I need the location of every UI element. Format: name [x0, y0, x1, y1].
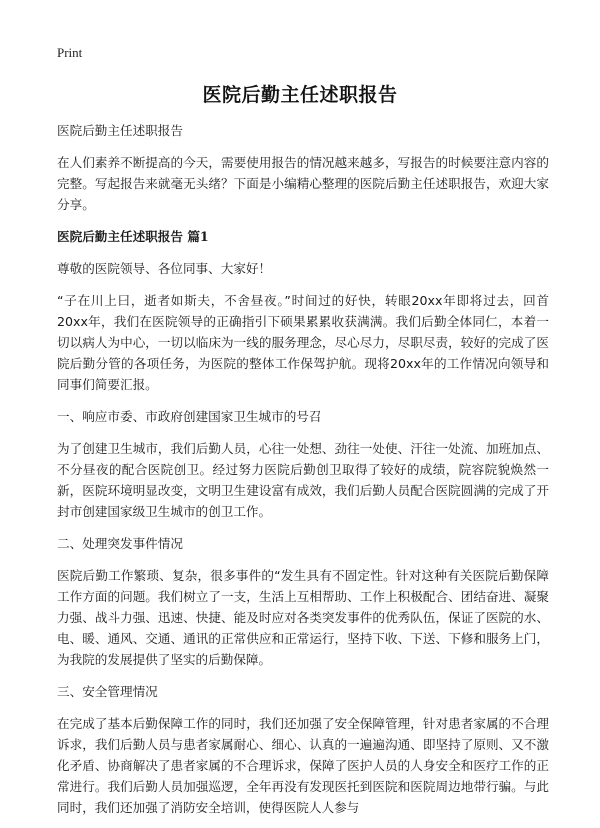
- body-paragraph-3: 医院后勤工作繁琐、复杂，很多事件的“发生具有不固定性。针对这种有关医院后勤保障工作方面的问题。我们树立了一支，生活上互相帮助、工作上积极配合、团结奋进、凝聚力强、战斗力强、迅速、快捷、能及时应对各类突发事件的优秀队伍，保证了医院的水、电、暖、通风、交通、通讯的正常供应和正常运行，坚持下收、下送、下修和服务上门，为我院的发展提供了坚实的后勤保障。: [57, 568, 549, 667]
- page-title: 医院后勤主任述职报告: [202, 84, 398, 106]
- document-body: [57, 120, 549, 828]
- intro-paragraph: 在人们素养不断提高的今天，需要使用报告的情况越来越多，写报告的时候要注意内容的完整。写起报告来就毫无头绪？下面是小编精心整理的医院后勤主任述职报告，欢迎大家分享。: [57, 155, 549, 212]
- greeting-paragraph: 尊敬的医院领导、各位同事、大家好！: [57, 261, 272, 276]
- document-subtitle: 医院后勤主任述职报告: [57, 123, 183, 138]
- section-heading: 医院后勤主任述职报告 篇1: [57, 229, 209, 244]
- body-paragraph-4: 在完成了基本后勤保障工作的同时，我们还加强了安全保障管理，针对患者家属的不合理诉求，我们后勤人员与患者家属耐心、细心、认真的一遍遍沟通、即坚持了原则、又不激化矛盾、协商解决了患者家属的不合理诉求，保障了医护人员的人身安全和医疗工作的正常进行。我们后勤人员加强巡逻，全年再没有发现医托到医院和医院周边地带行骗。与此同时，我们还加强了消防安全培训，使得医院人人参与: [57, 716, 549, 815]
- print-link[interactable]: Print: [57, 45, 83, 60]
- sub-heading-1: 一、响应市委、市政府创建国家卫生城市的号召: [57, 409, 322, 424]
- body-paragraph-1: “子在川上曰，逝者如斯夫，不舍昼夜。”时间过的好快，转眼20xx年即将过去，回首20xx年，我们在医院领导的正确指引下硕果累累收获满满。我们后勤全体同仁，本着一切以病人为中心，一切以临床为一线的服务理念，尽心尽力，尽职尽责，较好的完成了医院后勤分管的各项任务，为医院的整体工作保驾护航。现将20xx年的工作情况向领导和同事们简要汇报。: [57, 293, 549, 392]
- sub-heading-3: 三、安全管理情况: [57, 684, 158, 699]
- sub-heading-2: 二、处理突发事件情况: [57, 536, 183, 551]
- body-paragraph-2: 为了创建卫生城市，我们后勤人员，心往一处想、劲往一处使、汗往一处流、加班加点、不分昼夜的配合医院创卫。经过努力医院后勤创卫取得了较好的成绩，院容院貌焕然一新，医院环境明显改变，文明卫生建设富有成效，我们后勤人员配合医院圆满的完成了开封市创建国家级卫生城市的创卫工作。: [57, 441, 549, 519]
